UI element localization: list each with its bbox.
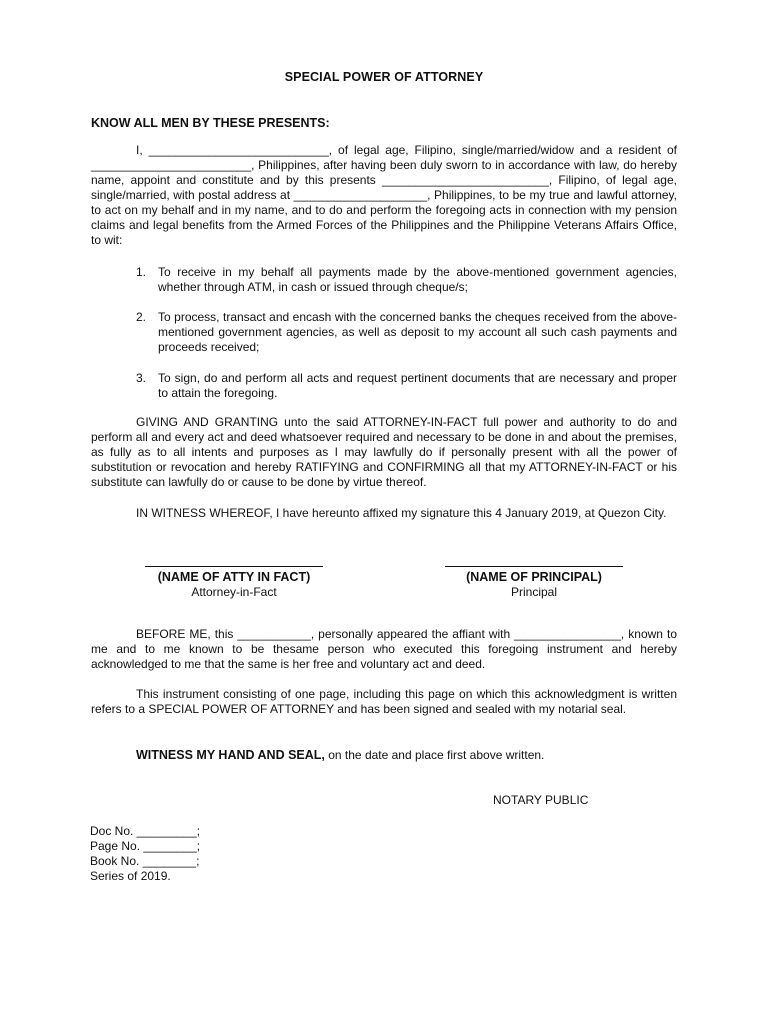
list-text: To receive in my behalf all payments made by the above-mentioned government agencies, whether through ATM, in cash or issued through cheque/s; (158, 265, 677, 294)
series: Series of 2019. (90, 869, 171, 883)
list-number: 3. (136, 371, 147, 385)
list-item (91, 371, 677, 401)
notary-public-label: NOTARY PUBLIC (493, 793, 589, 807)
granting-paragraph: GIVING AND GRANTING unto the said ATTORNEY-IN-FACT full power and authority to do and perform all and every act and deed whatsoever required and necessary to be done in and about the premises, as fully as to all intents and purposes as I may lawfully do if personally present with all the power of substitution or revocation and hereby RATIFYING and CONFIRMING all that my ATTORNEY-IN-FACT or his substitute can lawfully do or cause to be done by virtue thereof. (91, 415, 677, 489)
instrument-paragraph: This instrument consisting of one page, including this page on which this acknowledgment is written refers to a SPECIAL POWER OF ATTORNEY and has been signed and sealed with my notarial seal. (91, 687, 677, 716)
witness-line (136, 748, 544, 762)
principal-signature (444, 566, 624, 599)
witness-rest: on the date and place first above written. (324, 748, 545, 762)
signature-line (445, 566, 623, 567)
list-number: 2. (136, 310, 147, 324)
in-witness-paragraph: IN WITNESS WHEREOF, I have hereunto affixed my signature this 4 January 2019, at Quezon City. (136, 506, 667, 520)
book-no: Book No. ________; (90, 854, 200, 868)
signature-line (145, 566, 323, 567)
list-text: To process, transact and encash with the concerned banks the cheques received from the above-mentioned government agencies, as well as deposit to my account all such cash payments and proceeds received; (158, 310, 677, 354)
attorney-name: (NAME OF ATTY IN FACT) (157, 570, 311, 584)
witness-bold: WITNESS MY HAND AND SEAL, (136, 748, 325, 762)
list-text: To sign, do and perform all acts and request pertinent documents that are necessary and proper to attain the foregoing. (158, 371, 677, 400)
document-title: SPECIAL POWER OF ATTORNEY (284, 70, 484, 84)
principal-role: Principal (510, 585, 558, 599)
attorney-role: Attorney-in-Fact (191, 585, 277, 599)
notarial-register (90, 824, 200, 884)
attorney-signature (144, 566, 324, 599)
list-number: 1. (136, 265, 147, 279)
principal-name: (NAME OF PRINCIPAL) (466, 570, 602, 584)
doc-no: Doc No. _________; (90, 824, 201, 838)
list-item (91, 310, 677, 355)
know-all-heading: KNOW ALL MEN BY THESE PRESENTS: (91, 116, 330, 130)
intro-paragraph: I, ___________________________, of legal age, Filipino, single/married/widow and a resident of ________________________, Philippines, after having been duly sworn to in accordance with law, do hereby name, appoint and constitute and by this presents _________________________, Filipino, of legal age, single/married, with postal address at ____________________, Philippines, to be my true and lawful attorney, to act on my behalf and in my name, and to do and perform the foregoing acts in connection with my pension claims and legal benefits from the Armed Forces of the Philippines and the Philippine Veterans Affairs Office, to wit: (91, 143, 677, 247)
before-me-paragraph: BEFORE ME, this ___________, personally appeared the affiant with ________________, known to me and to me known to be thesame person who executed this foregoing instrument and hereby acknowledged to me that the same is her free and voluntary act and deed. (91, 627, 677, 671)
list-item (91, 265, 677, 295)
page-no: Page No. ________; (90, 839, 201, 853)
